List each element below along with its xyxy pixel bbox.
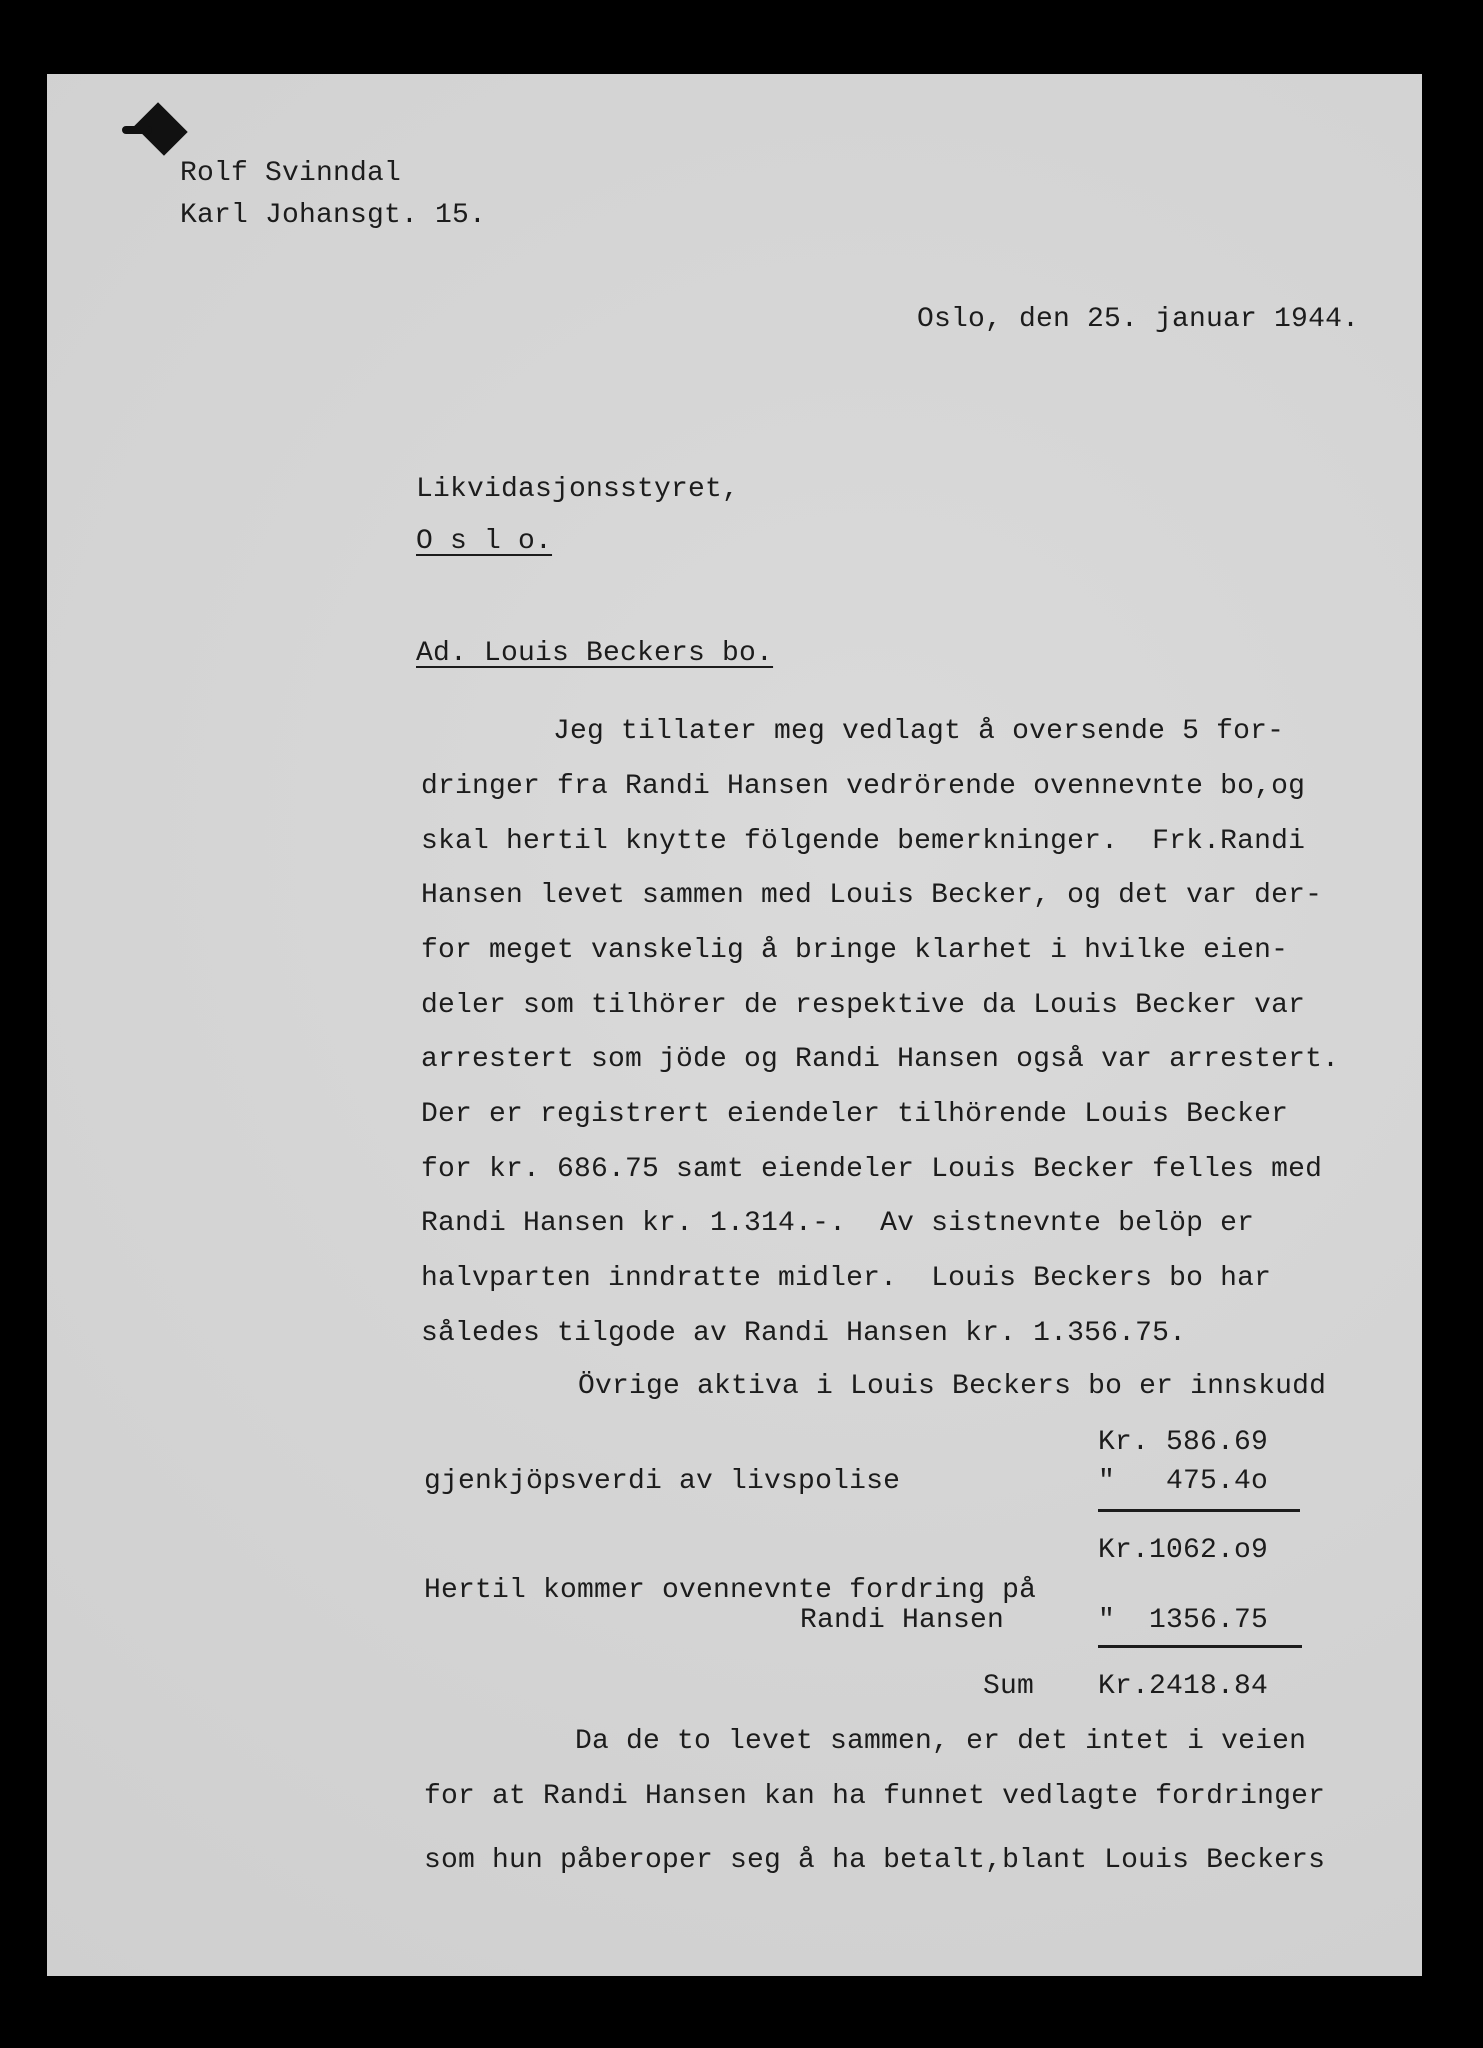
body-line: som hun påberoper seg å ha betalt,blant Louis Beckers xyxy=(424,1845,1326,1876)
sum-label: Sum xyxy=(983,1671,1035,1702)
policy-amount: " 475.4o xyxy=(1098,1466,1269,1497)
claim-label-name: Randi Hansen xyxy=(800,1605,1005,1636)
deposit-amount: Kr. 586.69 xyxy=(1098,1427,1269,1458)
subtotal-amount: Kr.1062.o9 xyxy=(1098,1535,1269,1566)
body-line: Der er registrert eiendeler tilhörende Louis Becker xyxy=(421,1099,1289,1130)
sender-name: Rolf Svinndal xyxy=(180,158,402,189)
recipient-name: Likvidasjonsstyret, xyxy=(416,474,740,505)
subject-line: Ad. Louis Beckers bo. xyxy=(416,638,774,669)
body-line: således tilgode av Randi Hansen kr. 1.356.75. xyxy=(421,1318,1187,1349)
body-line: Övrige aktiva i Louis Beckers bo er innskudd xyxy=(578,1371,1327,1402)
body-line: for at Randi Hansen kan ha funnet vedlagte fordringer xyxy=(424,1781,1326,1812)
claim-label: Hertil kommer ovennevnte fordring på xyxy=(424,1575,1037,1606)
body-line: skal hertil knytte fölgende bemerkninger. Frk.Randi xyxy=(421,826,1306,857)
sender-address: Karl Johansgt. 15. xyxy=(180,200,487,231)
claim-amount: " 1356.75 xyxy=(1098,1605,1269,1636)
body-line: Da de to levet sammen, er det intet i veien xyxy=(575,1726,1307,1757)
body-line: for meget vanskelig å bringe klarhet i hvilke eien- xyxy=(421,935,1289,966)
subtotal-rule xyxy=(1098,1509,1300,1512)
body-line: deler som tilhörer de respektive da Louis Becker var xyxy=(421,990,1306,1021)
date-line: Oslo, den 25. januar 1944. xyxy=(917,304,1360,335)
body-line: Hansen levet sammen med Louis Becker, og det var der- xyxy=(421,880,1323,911)
body-line: Randi Hansen kr. 1.314.-. Av sistnevnte belöp er xyxy=(421,1208,1255,1239)
body-line: Jeg tillater meg vedlagt å oversende 5 for- xyxy=(553,716,1285,747)
body-line: dringer fra Randi Hansen vedrörende ovennevnte bo,og xyxy=(421,771,1306,802)
sum-amount: Kr.2418.84 xyxy=(1098,1671,1269,1702)
ink-mark xyxy=(122,126,152,134)
body-line: arrestert som jöde og Randi Hansen også var arrestert. xyxy=(421,1044,1340,1075)
policy-label: gjenkjöpsverdi av livspolise xyxy=(424,1466,901,1497)
body-line: halvparten inndratte midler. Louis Beckers bo har xyxy=(421,1263,1272,1294)
recipient-city: O s l o. xyxy=(416,526,553,557)
sum-rule xyxy=(1098,1645,1302,1648)
body-line: for kr. 686.75 samt eiendeler Louis Becker felles med xyxy=(421,1154,1323,1185)
